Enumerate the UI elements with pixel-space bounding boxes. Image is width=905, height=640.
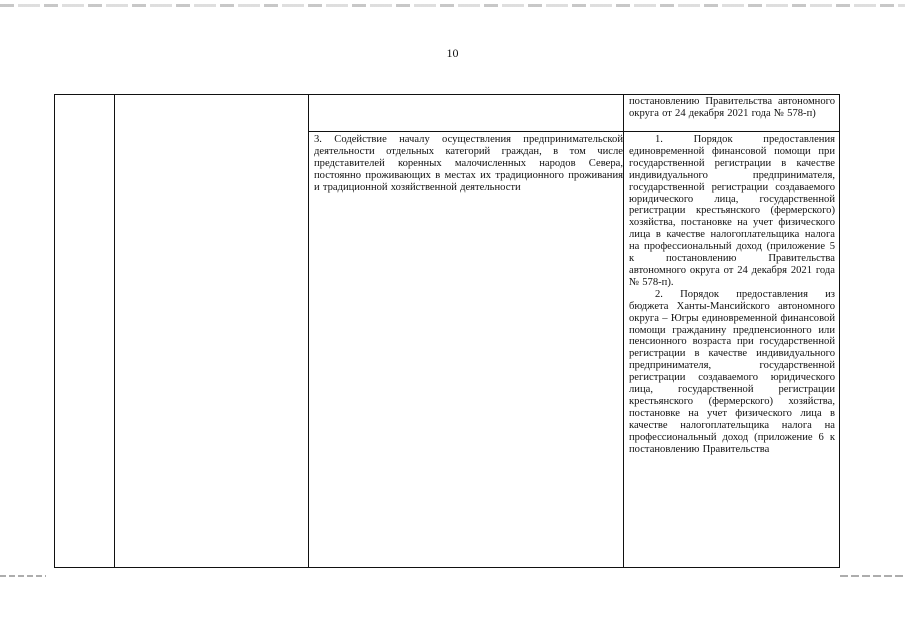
- page-number: 10: [446, 46, 459, 60]
- continued-cell-text: постановлению Правительства автономного округа от 24 декабря 2021 года № 578-п): [629, 96, 835, 119]
- scan-edge-artifact: [0, 4, 905, 7]
- regulation-item: 2. Порядок предоставления из бюджета Ханты-Мансийского автономного округа – Югры единовременной финансовой помощи гражданину предпенсионного или пенсионного возраста при государственной регистрации в качестве индивидуального предпринимателя, государственной регистрации создаваемого юридического лица, государственной регистрации крестьянского (фермерского) хозяйства, постановке на учет физического лица в качестве налогоплательщика налога на профессиональный доход (приложение 6 к постановлению Правительства: [629, 288, 835, 455]
- column-divider: [114, 95, 115, 567]
- regulation-item: 1. Порядок предоставления единовременной финансовой помощи при государственной регистрации в качестве индивидуального предпринимателя, государственной регистрации создаваемого юридического лица, государственной регистрации крестьянского (фермерского) хозяйства, постановке на учет физического лица в качестве налогоплательщика налога на профессиональный доход (приложение 5 к постановлению Правительства автономного округа от 24 декабря 2021 года № 578-п).: [629, 134, 835, 288]
- scan-edge-artifact: [0, 575, 46, 577]
- program-table: [54, 94, 840, 568]
- column-divider: [308, 95, 309, 567]
- scan-edge-artifact: [840, 575, 905, 577]
- column-divider: [623, 95, 624, 567]
- row-divider: [308, 131, 839, 132]
- measure-title: 3. Содействие началу осуществления предпринимательской деятельности отдельных категорий граждан, в том числе представителей коренных малочисленных народов Севера, постоянно проживающих в местах их традиционного проживания и традиционной хозяйственной деятельности: [314, 134, 623, 193]
- regulations-list: [629, 134, 835, 455]
